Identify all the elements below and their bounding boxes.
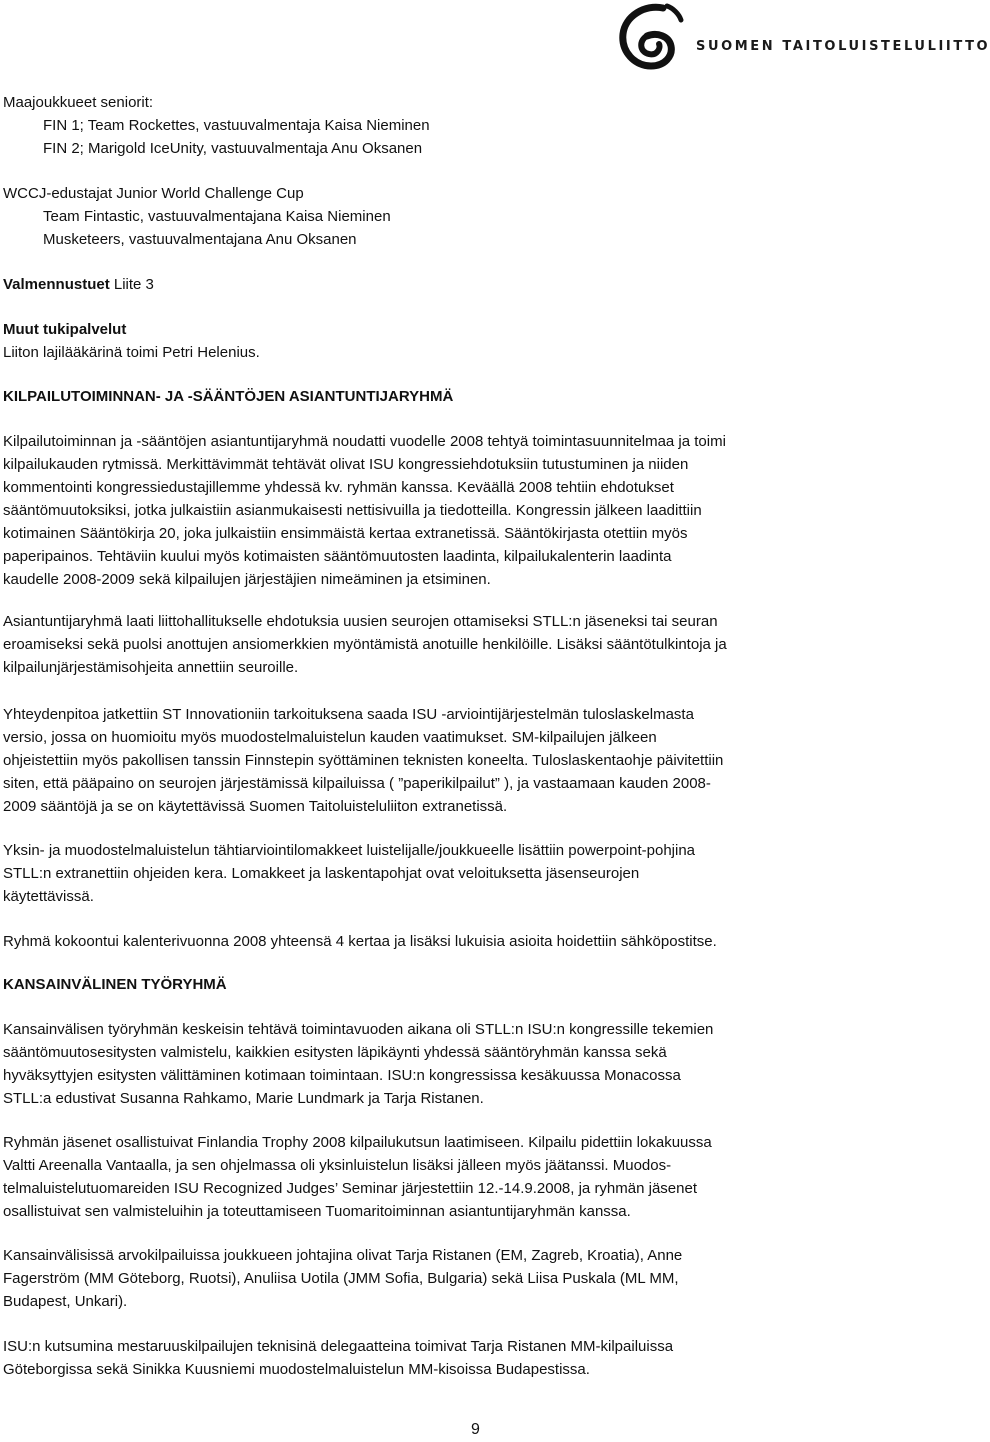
- paragraph-line: kotimainen Sääntökirja 20, joka julkaistiin ensimmäistä kertaa extranetissä. Sääntökirjasta otettiin myös: [3, 525, 688, 542]
- paragraph-line: osallistuivat sen valmisteluihin ja toteuttamiseen Tuomaritoiminnan asiantuntijaryhmän kanssa.: [3, 1203, 631, 1220]
- paragraph-line: ohjeistettiin myös pakollisen tanssin Finnstepin syöttäminen teknisten koneelta. Tuloslaskentaohje päivitettiin: [3, 752, 724, 769]
- paragraph-line: käytettävissä.: [3, 888, 94, 905]
- paragraph: [3, 1335, 956, 1381]
- national-teams-title: Maajoukkueet seniorit:: [3, 94, 154, 111]
- wccj-title: WCCJ-edustajat Junior World Challenge Cup: [3, 185, 304, 202]
- paragraph-line: ISU:n kutsumina mestaruuskilpailujen teknisinä delegaatteina toimivat Tarja Ristanen MM-kilpailuissa: [3, 1338, 674, 1355]
- paragraph-line: kaudelle 2008-2009 sekä kilpailujen järjestäjien nimeäminen ja etsiminen.: [3, 571, 491, 588]
- paragraph-line: Valtti Areenalla Vantaalla, ja sen ohjelmassa oli yksinluistelun lisäksi jälleen myös jäätanssi. Muodos-: [3, 1157, 672, 1174]
- list-item: FIN 2; Marigold IceUnity, vastuuvalmentaja Anu Oksanen: [43, 140, 423, 157]
- paragraph-line: Yksin- ja muodostelmaluistelun tähtiarviointilomakkeet luistelijalle/joukkueelle lisättiin powerpoint-pohjina: [3, 842, 696, 859]
- coaching-support-label: Valmennustuet: [3, 276, 110, 293]
- section-heading: KILPAILUTOIMINNAN- JA -SÄÄNTÖJEN ASIANTUNTIJARYHMÄ: [3, 388, 454, 405]
- paragraph-line: kilpailukauden rytmissä. Merkittävimmät tehtävät olivat ISU kongressiehdotuksiin tutustuminen ja niiden: [3, 456, 689, 473]
- paragraph-line: versio, jossa on huomioitu myös muodostelmaluistelun kauden vaatimukset. SM-kilpailujen jälkeen: [3, 729, 657, 746]
- list-item: Team Fintastic, vastuuvalmentajana Kaisa Nieminen: [43, 208, 391, 225]
- paragraph: [3, 610, 956, 679]
- support-services-text: Liiton lajilääkärinä toimi Petri Helenius.: [3, 344, 260, 361]
- paragraph-line: Budapest, Unkari).: [3, 1293, 128, 1310]
- paragraph-line: eroamiseksi sekä puolsi anottujen ansiomerkkien myöntämistä anotuille henkilöille. Lisäksi sääntötulkintoja ja: [3, 636, 727, 653]
- page-number: 9: [471, 1421, 480, 1438]
- support-services-title: Muut tukipalvelut: [3, 321, 127, 338]
- paragraph-line: Ryhmän jäsenet osallistuivat Finlandia Trophy 2008 kilpailukutsun laatimiseen. Kilpailu pidettiin lokakuussa: [3, 1134, 712, 1151]
- paragraph-line: Asiantuntijaryhmä laati liittohallitukselle ehdotuksia uusien seurojen ottamiseksi STLL:n jäseneksi tai seuran: [3, 613, 718, 630]
- logo-text: SUOMEN TAITOLUISTELULIITTO: [696, 39, 990, 54]
- paragraph-line: STLL:n extranettiin ohjeiden kera. Lomakkeet ja laskentapohjat ovat veloituksetta jäsenseurojen: [3, 865, 640, 882]
- paragraph: [3, 1018, 956, 1110]
- appendix-reference: Liite 3: [109, 276, 154, 293]
- paragraph: [3, 930, 956, 953]
- paragraph: [3, 703, 956, 818]
- paragraph-line: Göteborgissa sekä Sinikka Kuusniemi muodostelmaluistelun MM-kisoissa Budapestissa.: [3, 1361, 590, 1378]
- paragraph: [3, 1244, 956, 1313]
- paragraph-line: Fagerström (MM Göteborg, Ruotsi), Anuliisa Uotila (JMM Sofia, Bulgaria) sekä Liisa Puskala (ML MM,: [3, 1270, 679, 1287]
- paragraph-line: Ryhmä kokoontui kalenterivuonna 2008 yhteensä 4 kertaa ja lisäksi lukuisia asioita hoidettiin sähköpostitse.: [3, 933, 717, 950]
- paragraph-line: Kansainvälisen työryhmän keskeisin tehtävä toimintavuoden aikana oli STLL:n ISU:n kongressille tekemien: [3, 1021, 714, 1038]
- paragraph-line: kilpailunjärjestämisohjeita annettiin seuroille.: [3, 659, 299, 676]
- paragraph: [3, 1131, 956, 1223]
- list-item: Musketeers, vastuuvalmentajana Anu Oksanen: [43, 231, 357, 248]
- paragraph-line: STLL:a edustivat Susanna Rahkamo, Marie Lundmark ja Tarja Ristanen.: [3, 1090, 484, 1107]
- paragraph-line: Yhteydenpitoa jatkettiin ST Innovationiin tarkoituksena saada ISU -arviointijärjestelmän tuloslaskelmasta: [3, 706, 694, 723]
- paragraph: [3, 839, 956, 908]
- paragraph-line: hyväksyttyjen esitysten välittäminen kotimaan toimintaan. ISU:n kongressissa kesäkuussa Monacossa: [3, 1067, 681, 1084]
- paragraph-line: 2009 sääntöjä ja se on käytettävissä Suomen Taitoluisteluliiton extranetissä.: [3, 798, 508, 815]
- paragraph-line: sääntömuutosesitysten valmistelu, kaikkien esitysten läpikäynti yhdessä sääntöryhmän kanssa sekä: [3, 1044, 667, 1061]
- federation-logo: [611, 2, 990, 70]
- list-item: FIN 1; Team Rockettes, vastuuvalmentaja Kaisa Nieminen: [43, 117, 430, 134]
- paragraph: [3, 430, 956, 591]
- paragraph-line: Kilpailutoiminnan ja -sääntöjen asiantuntijaryhmä noudatti vuodelle 2008 tehtyä toimintasuunnitelmaa ja toimi: [3, 433, 726, 450]
- paragraph-line: siten, että pääpaino on seurojen järjestämissä kilpailuissa ( ”paperikilpailut” ), ja vastaamaan kauden 2008-: [3, 775, 711, 792]
- paragraph-line: telmaluistelutuomareiden ISU Recognized Judges’ Seminar järjestettiin 12.-14.9.2008, ja ryhmän jäsenet: [3, 1180, 697, 1197]
- section-heading: KANSAINVÄLINEN TYÖRYHMÄ: [3, 976, 227, 993]
- paragraph-line: Kansainvälisissä arvokilpailuissa joukkueen johtajina olivat Tarja Ristanen (EM, Zagreb, Kroatia), Anne: [3, 1247, 683, 1264]
- skater-swirl-icon: [611, 2, 691, 70]
- paragraph-line: sääntömuutoksiksi, jotka julkaistiin asianmukaisesti nettisivuilla ja tiedotteilla. Kongressin jälkeen laadittiin: [3, 502, 702, 519]
- coaching-support-line: [3, 273, 154, 296]
- paragraph-line: kommentointi kongressiedustajillemme yhdessä kv. ryhmän kanssa. Keväällä 2008 tehtiin ehdotukset: [3, 479, 674, 496]
- paragraph-line: paperipainos. Tehtäviin kuului myös kotimaisten sääntömuutosten laadinta, kilpailukalenterin laadinta: [3, 548, 672, 565]
